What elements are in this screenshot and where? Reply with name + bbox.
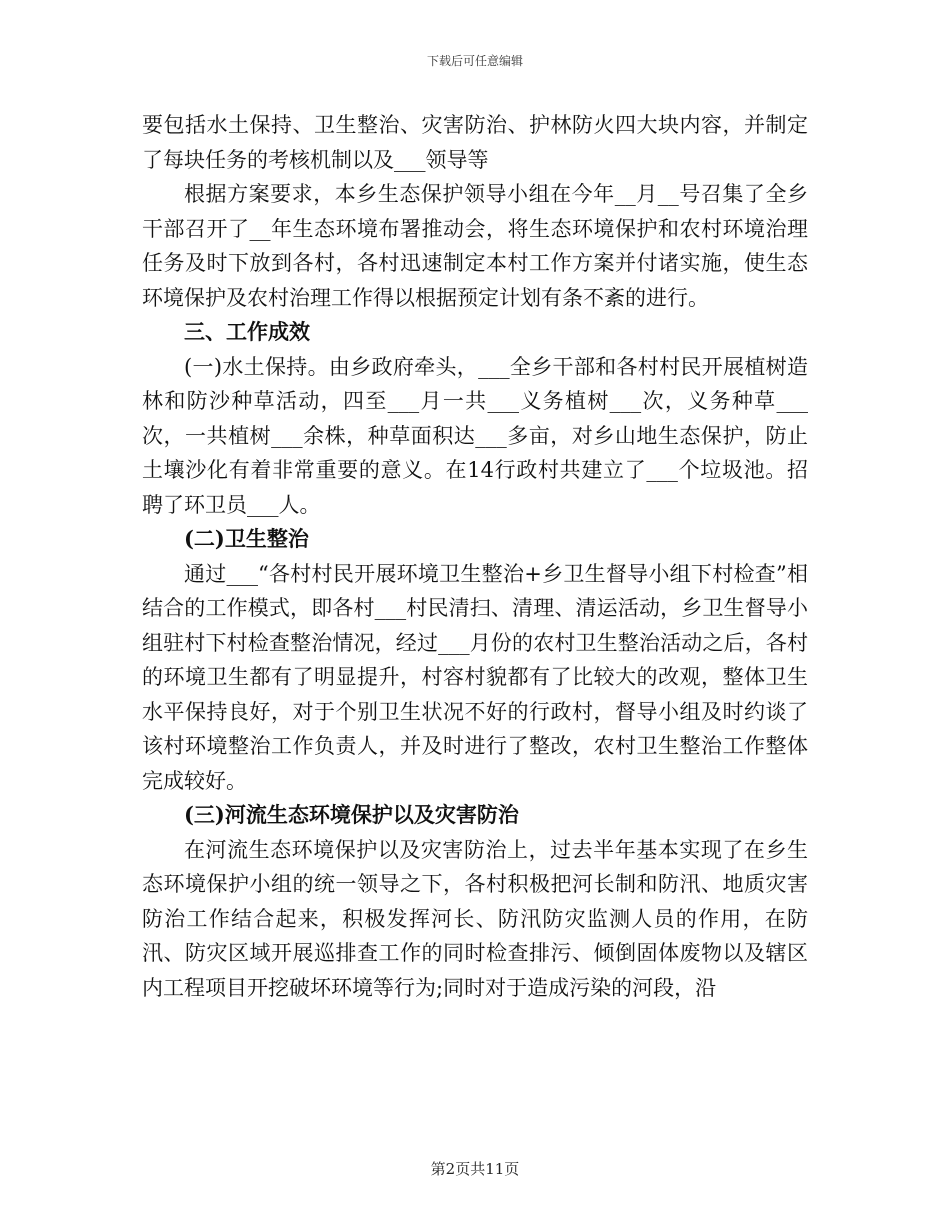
page-number: 第2页共11页 bbox=[430, 1160, 520, 1178]
paragraph-plan-requirements: 根据方案要求，本乡生态保护领导小组在今年__月__号召集了全乡干部召开了__年生态环境布署推动会，将生态环境保护和农村环境治理任务及时下放到各村，各村迅速制定本村工作方案并付诸实施，使生态环境保护及农村治理工作得以根据预定计划有条不紊的进行。 bbox=[142, 182, 808, 310]
document-body bbox=[142, 108, 808, 1005]
paragraph-continuation: 要包括水土保持、卫生整治、灾害防治、护林防火四大块内容，并制定了每块任务的考核机制以及___领导等 bbox=[142, 113, 808, 172]
page-header: 下载后可任意编辑 bbox=[426, 54, 523, 68]
paragraph-river-protection: 在河流生态环境保护以及灾害防治上，过去半年基本实现了在乡生态环境保护小组的统一领导之下，各村积极把河长制和防汛、地质灾害防治工作结合起来，积极发挥河长、防汛防灾监测人员的作用，在防汛、防灾区域开展巡排查工作的同时检查排污、倾倒固体废物以及辖区内工程项目开挖破坏环境等行为;同时对于造成污染的河段，沿 bbox=[142, 837, 808, 1000]
paragraph-soil-conservation: (一)水土保持。由乡政府牵头，___全乡干部和各村村民开展植树造林和防沙种草活动，四至___月一共___义务植树___次，义务种草___次，一共植树___余株，种草面积达___多亩，对乡山地生态保护，防止土壤沙化有着非常重要的意义。在14行政村共建立了___个垃圾池。招聘了环卫员___人。 bbox=[142, 354, 808, 517]
subheading-river-protection: (三)河流生态环境保护以及灾害防治 bbox=[184, 802, 519, 827]
section-heading-results: 三、工作成效 bbox=[184, 319, 310, 344]
paragraph-sanitation: 通过___“各村村民开展环境卫生整治+乡卫生督导小组下村检查”相结合的工作模式，即各村___村民清扫、清理、清运活动，乡卫生督导小组驻村下村检查整治情况，经过___月份的农村卫生整治活动之后，各村的环境卫生都有了明显提升，村容村貌都有了比较大的改观，整体卫生水平保持良好，对于个别卫生状况不好的行政村，督导小组及时约谈了该村环境整治工作负责人，并及时进行了整改，农村卫生整治工作整体完成较好。 bbox=[142, 561, 808, 793]
subheading-sanitation: (二)卫生整治 bbox=[184, 526, 309, 551]
